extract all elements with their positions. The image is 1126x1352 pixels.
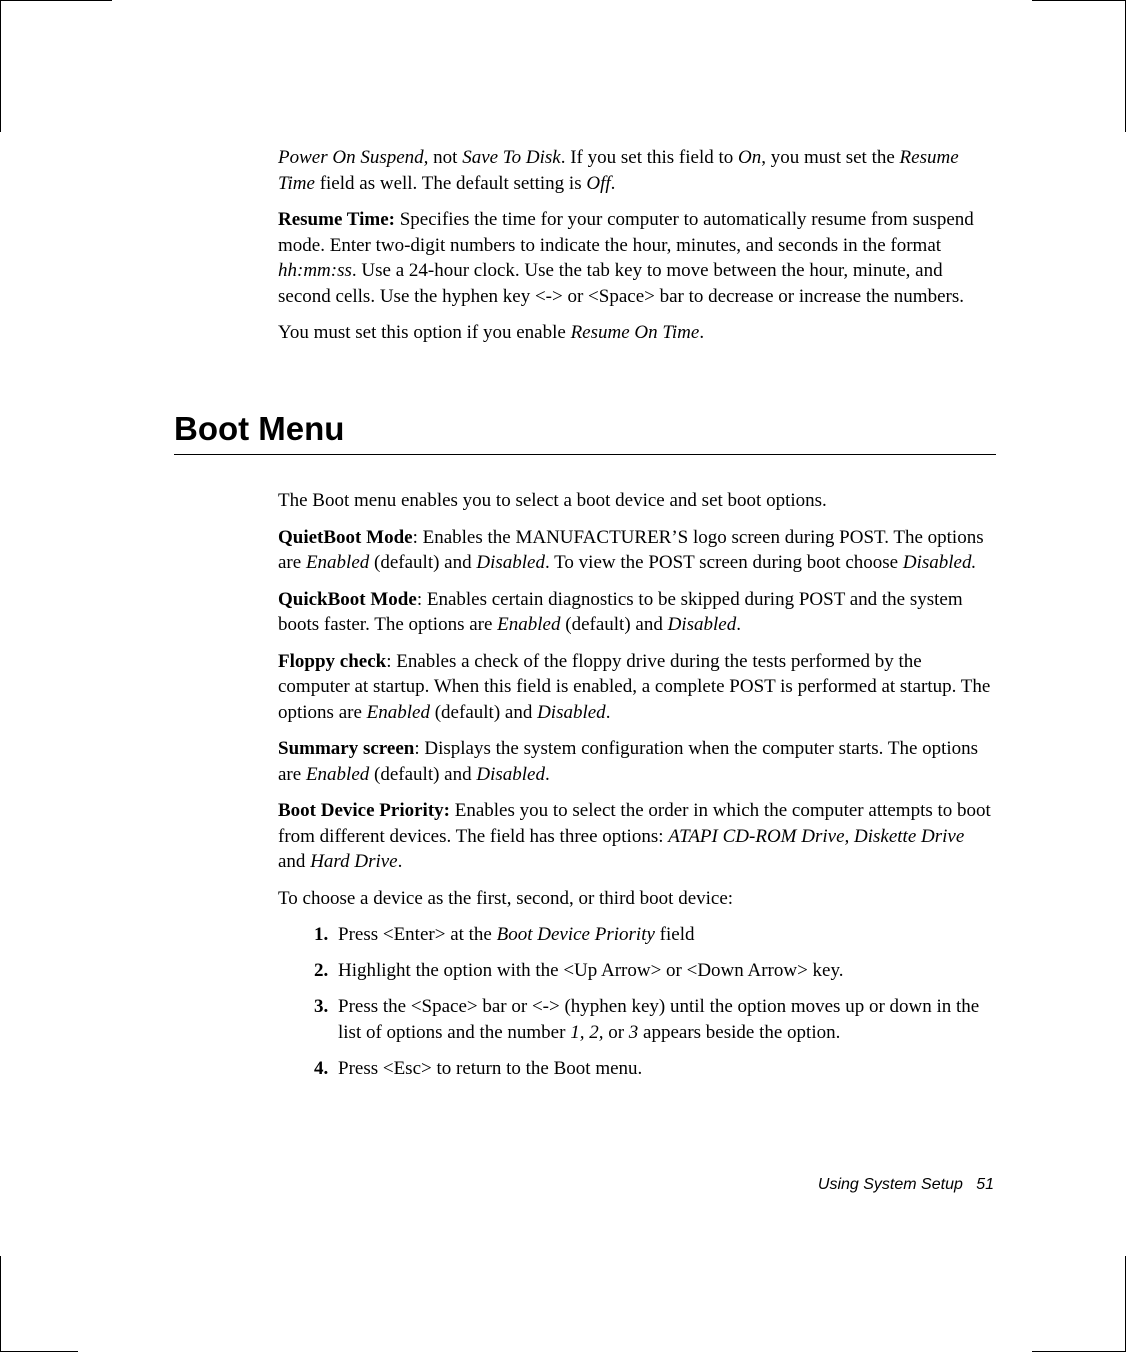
list-item: 2. Highlight the option with the <Up Arrow> or <Down Arrow> key. (314, 960, 844, 981)
intro-section (278, 145, 994, 357)
floppy-paragraph: Floppy check: Enables a check of the floppy drive during the tests performed by the computer at startup. When this field is enabled, a complete POST is performed at startup. The options are Enabled (default) and Disabled. (278, 650, 991, 723)
boot-intro-paragraph: The Boot menu enables you to select a boot device and set boot options. (278, 490, 827, 511)
priority-paragraph: Boot Device Priority: Enables you to select the order in which the computer attempts to boot from different devices. The field has three options: ATAPI CD-ROM Drive, Diskette Drive and Hard Drive. (278, 800, 991, 872)
resume-time-paragraph: Resume Time: Specifies the time for your computer to automatically resume from suspend mode. Enter two-digit numbers to indicate the hour, minutes, and seconds in the format hh:mm:ss. Use a 24-hour clock. Use the tab key to move between the hour, minute, and second cells. Use the hyphen key <-> or <Space> bar to decrease or increase the numbers. (278, 209, 974, 307)
summary-paragraph: Summary screen: Displays the system configuration when the computer starts. The options are Enabled (default) and Disabled. (278, 738, 979, 785)
list-item: 3. Press the <Space> bar or <-> (hyphen key) until the option moves up or down in the list of options and the number 1, 2, or 3 appears beside the option. (314, 996, 980, 1043)
steps-list (278, 922, 994, 1081)
quietboot-paragraph: QuietBoot Mode: Enables the MANUFACTURER’S logo screen during POST. The options are Enabled (default) and Disabled. To view the POST screen during boot choose Disabled. (278, 526, 984, 573)
quickboot-paragraph: QuickBoot Mode: Enables certain diagnostics to be skipped during POST and the system boots faster. The options are Enabled (default) and Disabled. (278, 588, 963, 635)
crop-mark (0, 1256, 1, 1352)
list-item: 4. Press <Esc> to return to the Boot menu. (314, 1057, 643, 1079)
list-item: 1. Press <Enter> at the Boot Device Priority field (314, 924, 695, 945)
boot-menu-section (278, 488, 994, 1092)
crop-mark (1032, 0, 1126, 1)
crop-mark (0, 0, 1, 132)
resume-time-label: Resume Time: (278, 209, 395, 230)
choose-paragraph: To choose a device as the first, second, or third boot device: (278, 887, 734, 909)
page-number: 51 (976, 1176, 994, 1193)
footer-title: Using System Setup (817, 1176, 963, 1193)
page-footer (818, 1176, 994, 1194)
section-heading: Boot Menu (174, 410, 345, 447)
suspend-paragraph: Power On Suspend, not Save To Disk. If you set this field to On, you must set the Resume Time field as well. The default setting is Off. (278, 147, 959, 194)
resume-note-paragraph: You must set this option if you enable Resume On Time. (278, 322, 705, 343)
crop-mark (0, 0, 112, 1)
section-heading-rule (174, 410, 996, 455)
